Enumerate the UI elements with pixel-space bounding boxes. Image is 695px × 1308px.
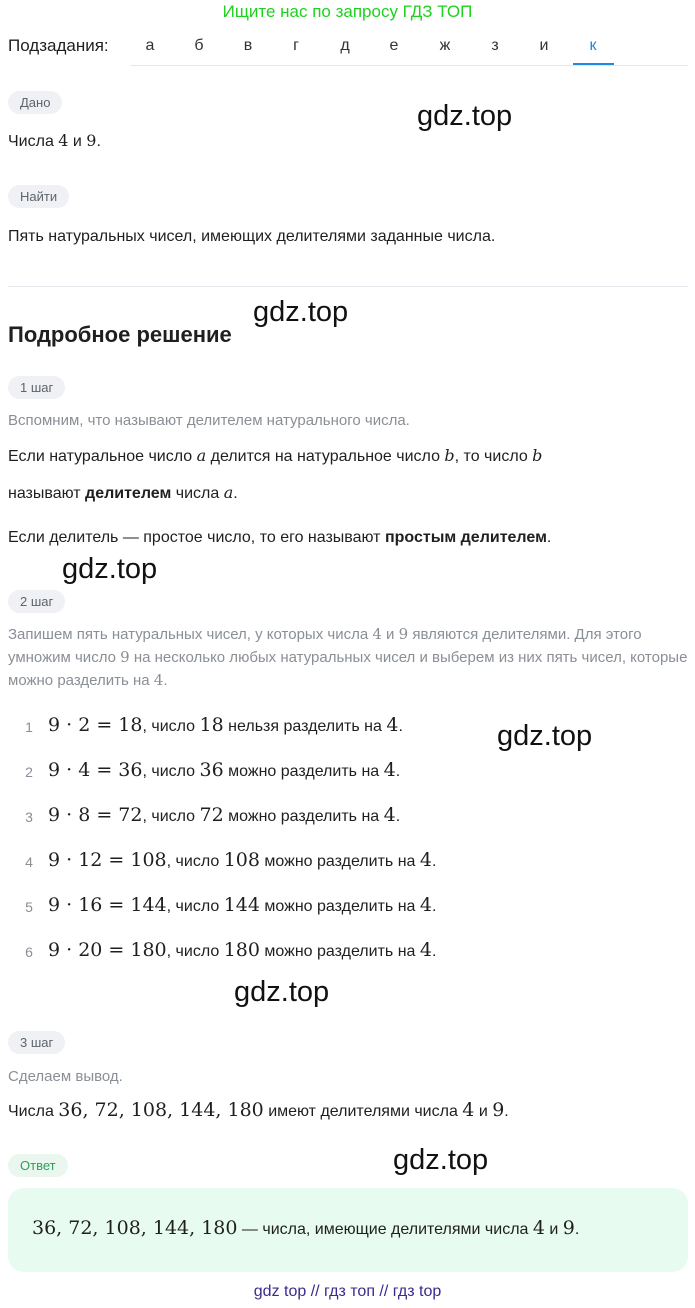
tab-zh[interactable]: ж (439, 37, 451, 54)
list-item-number: 5 (25, 899, 33, 915)
find-pill: Найти (8, 185, 69, 208)
watermark: gdz.top (417, 100, 513, 132)
subtasks-divider (130, 65, 688, 66)
watermark: gdz.top (62, 553, 158, 585)
tab-g[interactable]: г (293, 37, 299, 54)
step3-conclusion: Числа 36, 72, 108, 144, 180 имеют делителями числа 4 и 9. (8, 1099, 509, 1121)
tab-b[interactable]: б (194, 37, 204, 54)
tab-d[interactable]: д (340, 37, 350, 54)
step1-line2: называют делителем числа a. (8, 483, 238, 502)
answer-pill: Ответ (8, 1154, 68, 1177)
given-text: Числа 4 и 9. (8, 131, 101, 150)
list-item: 9 · 2 = 18, число 18 нельзя разделить на 4. (48, 714, 403, 736)
active-tab-underline (573, 63, 614, 65)
tab-i[interactable]: и (539, 37, 549, 54)
list-item-number: 2 (25, 764, 33, 780)
step1-line1: Если натуральное число a делится на натуральное число b, то число b (8, 446, 543, 465)
step1-intro: Вспомним, что называют делителем натурального числа. (8, 412, 410, 429)
list-item-number: 4 (25, 854, 33, 870)
list-item: 9 · 16 = 144, число 144 можно разделить на 4. (48, 894, 437, 916)
tab-z[interactable]: з (491, 37, 499, 54)
watermark: gdz.top (497, 720, 593, 752)
answer-text: 36, 72, 108, 144, 180 — числа, имеющие делителями числа 4 и 9. (32, 1217, 580, 1239)
list-item: 9 · 20 = 180, число 180 можно разделить на 4. (48, 939, 437, 961)
watermark: gdz.top (253, 296, 349, 328)
step1-line3: Если делитель — простое число, то его называют простым делителем. (8, 529, 552, 546)
list-item: 9 · 8 = 72, число 72 можно разделить на 4. (48, 804, 401, 826)
step2-text: Запишем пять натуральных чисел, у которых числа 4 и 9 являются делителями. Для этого умножим число 9 на несколько любых натуральных чисел и выберем из них пять чисел, которые можно разделить на 4. (8, 625, 688, 689)
solution-title: Подробное решение (8, 322, 232, 347)
tab-v[interactable]: в (243, 37, 253, 54)
step3-pill: 3 шаг (8, 1031, 65, 1054)
footer-links[interactable]: gdz top // гдз топ // гдз top (253, 1283, 442, 1300)
watermark: gdz.top (393, 1144, 489, 1176)
list-item-number: 1 (25, 719, 33, 735)
subtasks-label: Подзадания: (8, 36, 109, 55)
list-item: 9 · 12 = 108, число 108 можно разделить на 4. (48, 849, 437, 871)
given-pill: Дано (8, 91, 62, 114)
tab-a[interactable]: а (145, 37, 155, 54)
step3-intro: Сделаем вывод. (8, 1068, 123, 1085)
watermark: gdz.top (234, 976, 330, 1008)
section-divider (8, 286, 688, 287)
tab-k-active[interactable]: к (589, 37, 597, 54)
list-item-number: 6 (25, 944, 33, 960)
search-banner: Ищите нас по запросу ГДЗ ТОП (222, 2, 473, 21)
step2-pill: 2 шаг (8, 590, 65, 613)
step1-pill: 1 шаг (8, 376, 65, 399)
list-item-number: 3 (25, 809, 33, 825)
find-text: Пять натуральных чисел, имеющих делителями заданные числа. (8, 228, 496, 245)
tab-e[interactable]: е (389, 37, 399, 54)
list-item: 9 · 4 = 36, число 36 можно разделить на 4. (48, 759, 401, 781)
